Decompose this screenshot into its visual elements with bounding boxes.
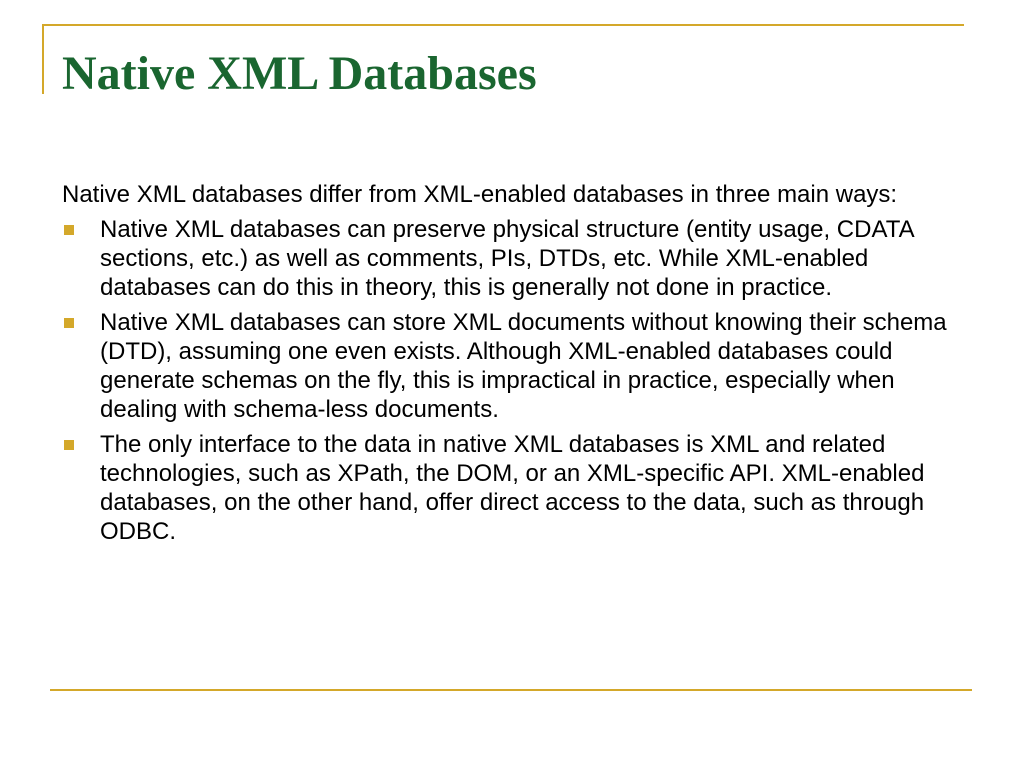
top-accent-line [42, 24, 964, 26]
bullet-text: Native XML databases can store XML documents without knowing their schema (DTD), assuming one even exists. Although XML-enabled databases could generate schemas on the fly, this is impractical in practice, especially when dealing with schema-less documents. [100, 309, 947, 423]
bullet-text: Native XML databases can preserve physical structure (entity usage, CDATA sections, etc.) as well as comments, PIs, DTDs, etc. While XML-enabled databases can do this in theory, this is generally not done in practice. [100, 216, 914, 301]
square-bullet-icon [64, 318, 74, 328]
slide-title: Native XML Databases [62, 47, 537, 100]
bullet-item [62, 215, 967, 302]
square-bullet-icon [64, 225, 74, 235]
square-bullet-icon [64, 440, 74, 450]
bullet-text: The only interface to the data in native XML databases is XML and related technologies, such as XPath, the DOM, or an XML-specific API. XML-enabled databases, on the other hand, offer direct access to the data, such as through ODBC. [100, 431, 925, 545]
left-accent-line [42, 24, 44, 94]
bullet-item [62, 430, 967, 546]
bullet-item [62, 308, 967, 424]
bottom-accent-line [50, 689, 972, 691]
slide-body [62, 180, 967, 552]
bullet-list [62, 215, 967, 546]
intro-text: Native XML databases differ from XML-enabled databases in three main ways: [62, 181, 898, 208]
